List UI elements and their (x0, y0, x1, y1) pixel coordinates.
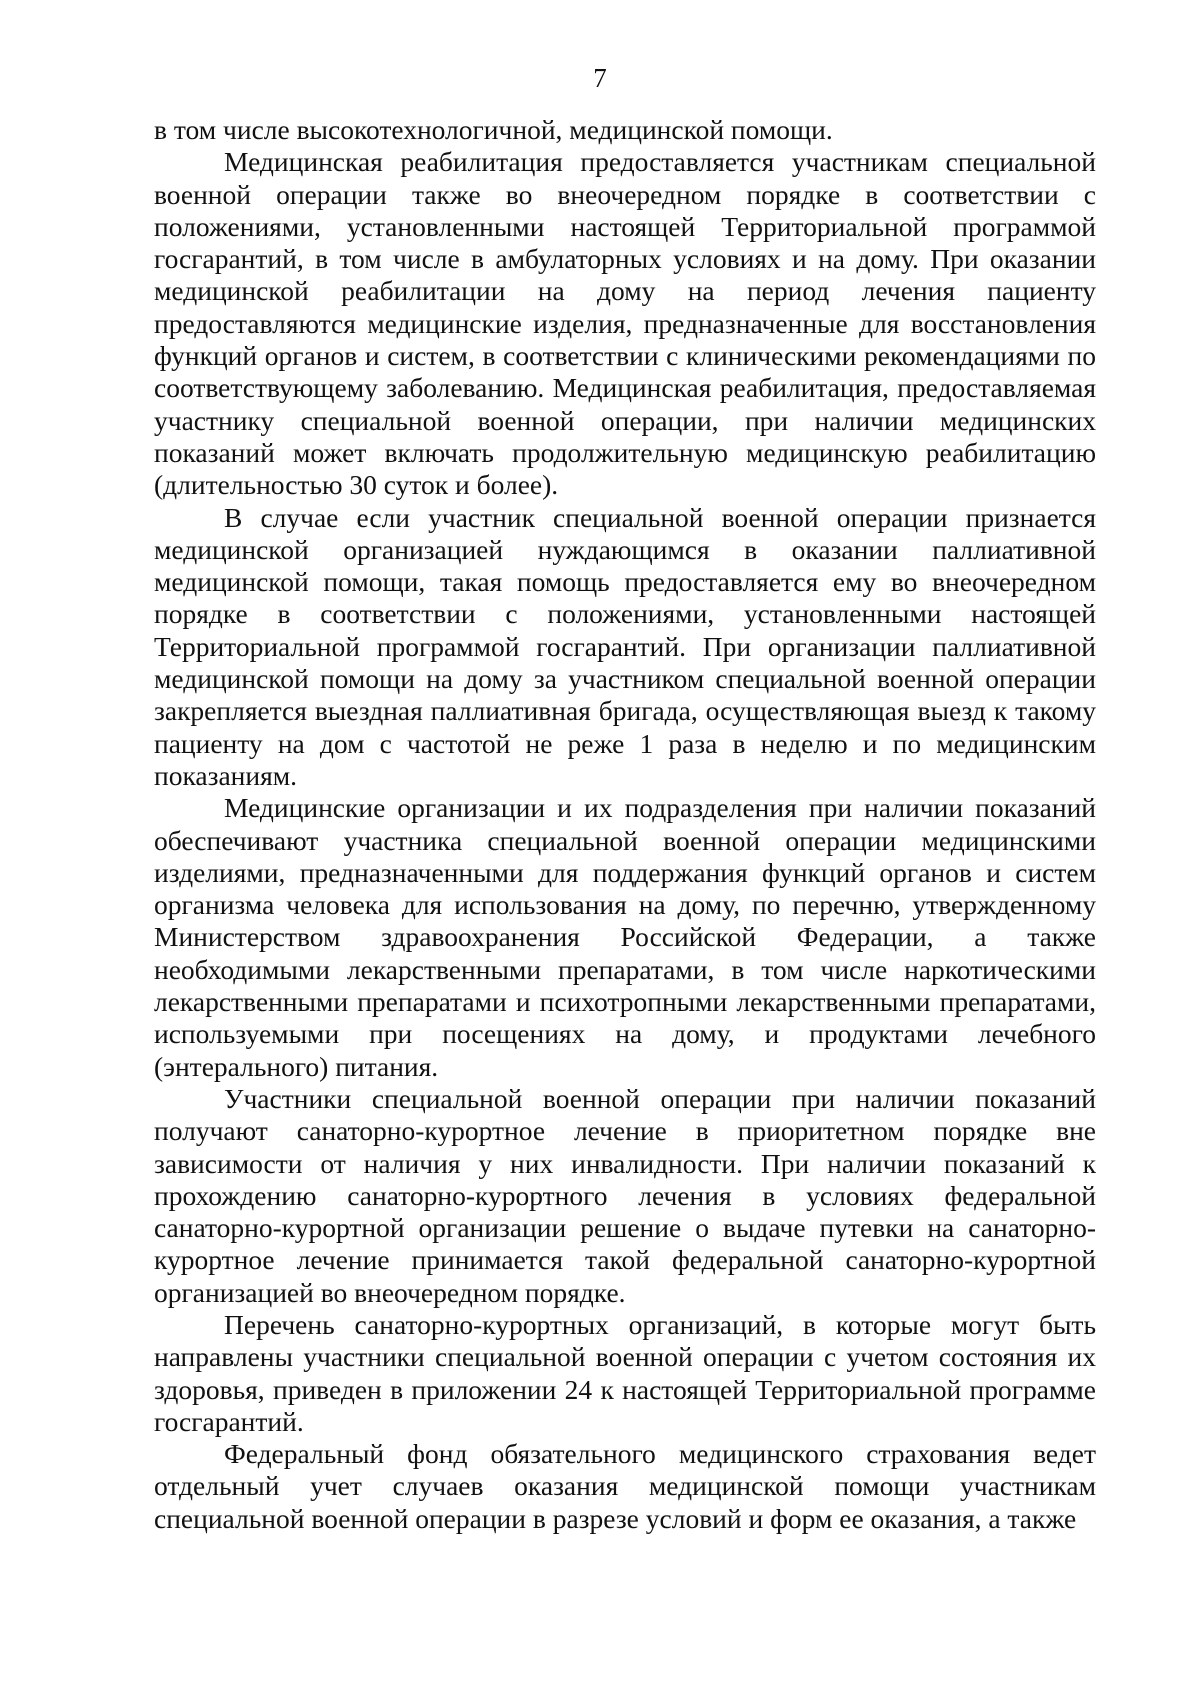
paragraph-sanatorium-treatment: Участники специальной военной операции при наличии показаний получают санаторно-курортное лечение в приоритетном порядке вне зависимости от наличия у них инвалидности. При наличии показаний к прохождению санаторно-курортного лечения в условиях федеральной санаторно-курортной организации решение о выдаче путевки на санаторно-курортное лечение принимается такой федеральной санаторно-курортной организацией во внеочередном порядке. (154, 1082, 1096, 1308)
page-number: 7 (593, 63, 607, 93)
paragraph-palliative-care: В случае если участник специальной военной операции признается медицинской организацией нуждающимся в оказании паллиативной медицинской помощи, такая помощь предоставляется ему во внеочередном порядке в соответствии с положениями, установленными настоящей Территориальной программой госгарантий. При организации паллиативной медицинской помощи на дому за участником специальной военной операции закрепляется выездная паллиативная бригада, осуществляющая выезд к такому пациенту на дом с частотой не реже 1 раза в неделю и по медицинским показаниям. (154, 501, 1096, 791)
paragraph-medical-devices: Медицинские организации и их подразделения при наличии показаний обеспечивают участника специальной военной операции медицинскими изделиями, предназначенными для поддержания функций органов и систем организма человека для использования на дому, по перечню, утвержденному Министерством здравоохранения Российской Федерации, а также необходимыми лекарственными препаратами, в том числе наркотическими лекарственными препаратами и психотропными лекарственными препаратами, используемыми при посещениях на дому, и продуктами лечебного (энтерального) питания. (154, 792, 1096, 1082)
paragraph-sanatorium-list: Перечень санаторно-курортных организаций, в которые могут быть направлены участники специальной военной операции с учетом состояния их здоровья, приведен в приложении 24 к настоящей Территориальной программе госгарантий. (154, 1308, 1096, 1437)
paragraph-continuation: в том числе высокотехнологичной, медицинской помощи. (154, 114, 833, 145)
paragraph-medical-rehabilitation: Медицинская реабилитация предоставляется участникам специальной военной операции также во внеочередном порядке в соответствии с положениями, установленными настоящей Территориальной программой госгарантий, в том числе в амбулаторных условиях и на дому. При оказании медицинской реабилитации на дому на период лечения пациенту предоставляются медицинские изделия, предназначенные для восстановления функций органов и систем, в соответствии с клиническими рекомендациями по соответствующему заболеванию. Медицинская реабилитация, предоставляемая участнику специальной военной операции, при наличии медицинских показаний может включать продолжительную медицинскую реабилитацию (длительностью 30 суток и более). (154, 146, 1096, 501)
document-body (154, 114, 1096, 1535)
paragraph-insurance-fund: Федеральный фонд обязательного медицинского страхования ведет отдельный учет случаев оказания медицинской помощи участникам специальной военной операции в разрезе условий и форм ее оказания, а также (154, 1438, 1096, 1534)
